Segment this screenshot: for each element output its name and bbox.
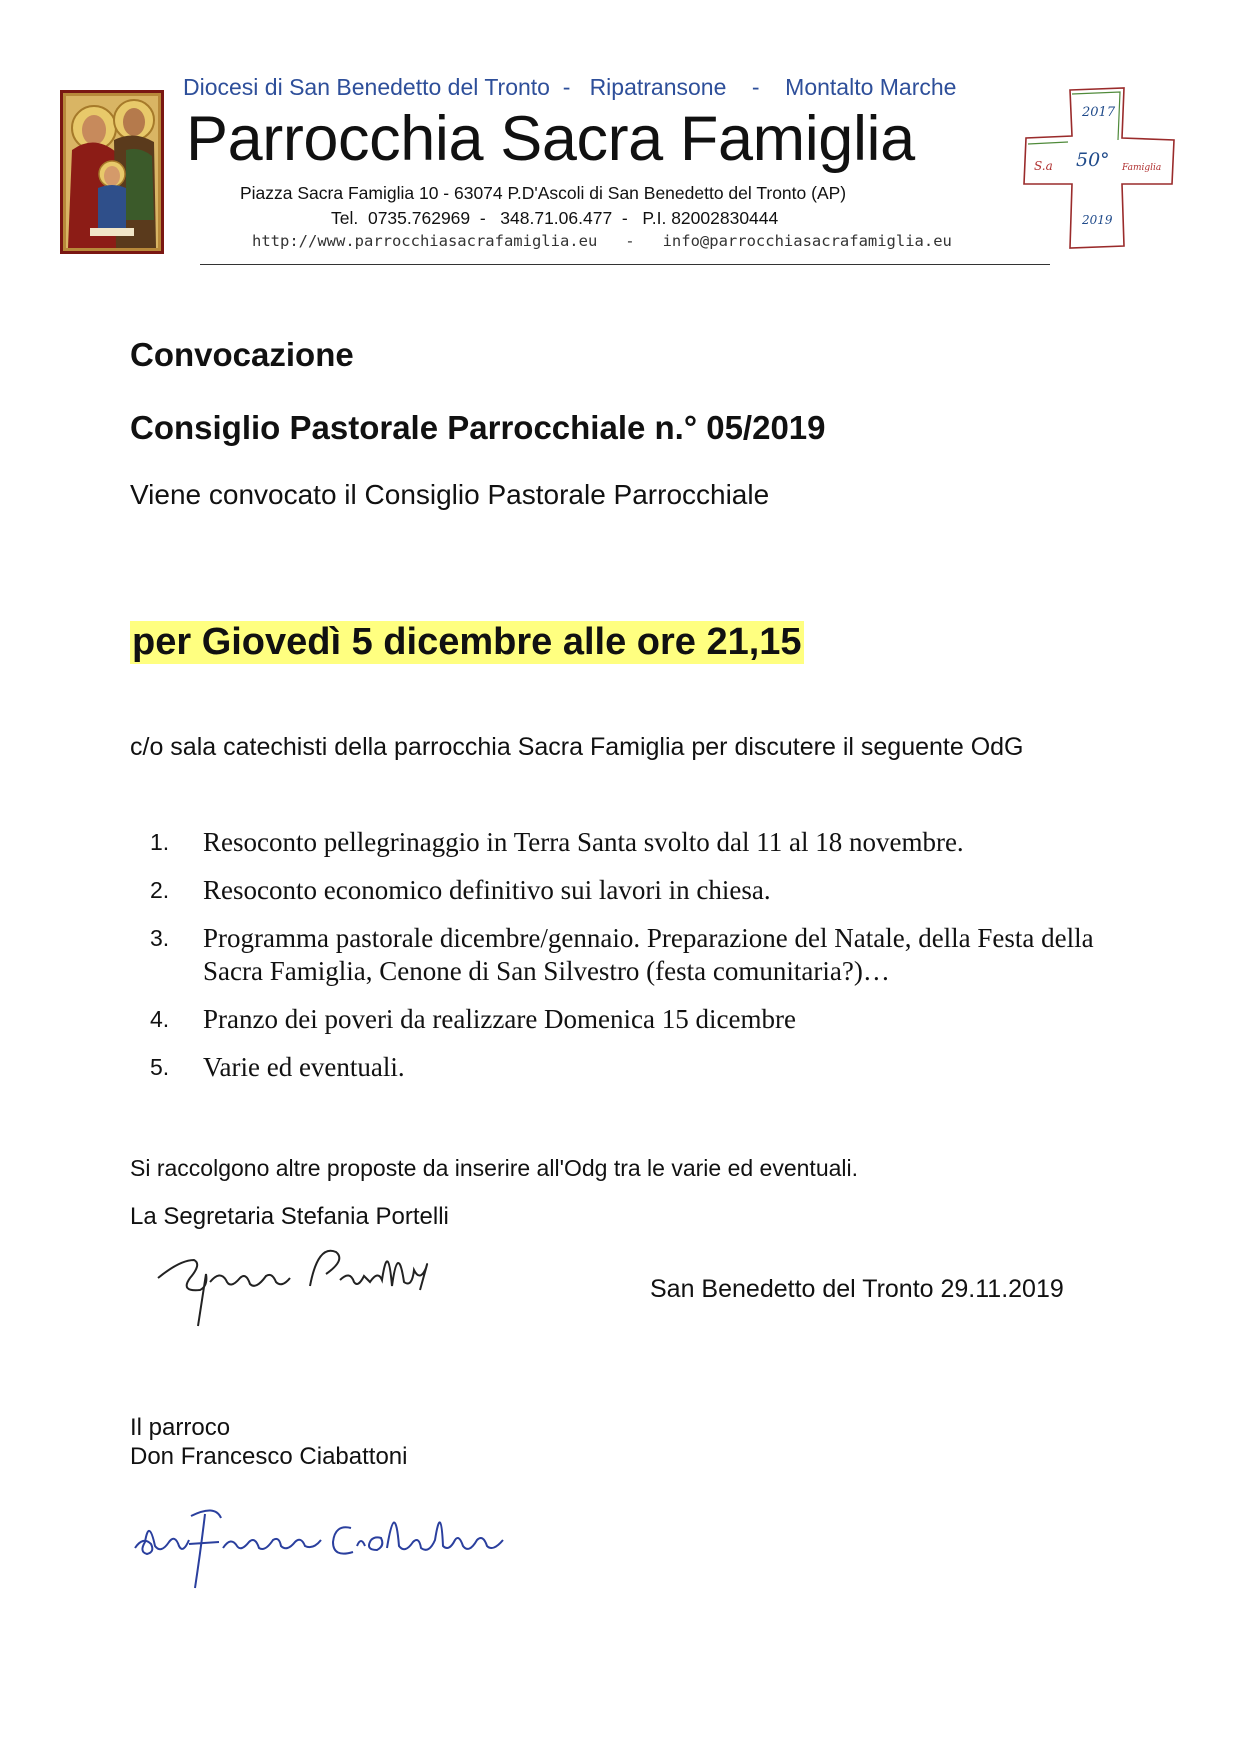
place-and-date: San Benedetto del Tronto 29.11.2019	[650, 1275, 1064, 1303]
holy-family-icon	[60, 90, 164, 254]
agenda-item-number: 2.	[150, 877, 170, 903]
agenda-item-text: Pranzo dei poveri da realizzare Domenica 15 dicembre	[203, 1004, 796, 1034]
logo-text-left: S.a	[1034, 159, 1053, 173]
agenda-item	[150, 826, 1160, 859]
pastor-signature	[125, 1488, 525, 1598]
logo-year-top: 2017	[1082, 105, 1116, 120]
agenda-item	[150, 1003, 1160, 1036]
document-subheading: Consiglio Pastorale Parrocchiale n.° 05/2019	[130, 409, 826, 446]
agenda-item	[150, 874, 1160, 907]
location-line: c/o sala catechisti della parrocchia Sacra Famiglia per discutere il seguente OdG	[130, 733, 1024, 761]
logo-text-right: Famiglia	[1122, 163, 1162, 173]
logo-text-center: 50°	[1076, 149, 1110, 171]
agenda-item-number: 3.	[150, 925, 170, 951]
agenda-item-number: 1.	[150, 829, 170, 855]
agenda-item-text: Programma pastorale dicembre/gennaio. Preparazione del Natale, della Festa della Sacra Famiglia, Cenone di San Silvestro (festa comunitaria?)…	[203, 923, 1094, 986]
agenda-item-number: 5.	[150, 1054, 170, 1080]
jubilee-cross-logo	[1018, 80, 1178, 252]
agenda-item	[150, 1051, 1160, 1084]
diocesi-line: Diocesi di San Benedetto del Tronto - Ripatransone - Montalto Marche	[183, 74, 957, 100]
secretary-name: La Segretaria Stefania Portelli	[130, 1203, 449, 1230]
agenda-item-number: 4.	[150, 1006, 170, 1032]
header-divider	[200, 264, 1050, 265]
agenda-list	[150, 826, 1160, 1099]
agenda-item	[150, 922, 1160, 988]
proposals-note: Si raccolgono altre proposte da inserire all'Odg tra le varie ed eventuali.	[130, 1155, 859, 1181]
holy-family-icon-image	[60, 90, 164, 254]
web-line: http://www.parrocchiasacrafamiglia.eu - info@parrocchiasacrafamiglia.eu	[252, 232, 952, 250]
agenda-item-text: Resoconto pellegrinaggio in Terra Santa svolto dal 11 al 18 novembre.	[203, 827, 964, 857]
contact-line: Tel. 0735.762969 - 348.71.06.477 - P.I. 82002830444	[331, 208, 779, 228]
secretary-signature-drawing	[150, 1230, 470, 1340]
meeting-date-highlight: per Giovedì 5 dicembre alle ore 21,15	[132, 621, 802, 663]
logo-year-bottom: 2019	[1082, 213, 1113, 227]
pastor-signature-drawing	[125, 1488, 525, 1598]
agenda-item-text: Varie ed eventuali.	[203, 1052, 405, 1082]
cross-icon	[1018, 80, 1178, 252]
parish-name: Parrocchia Sacra Famiglia	[186, 104, 915, 174]
pastor-role: Il parroco	[130, 1414, 231, 1441]
secretary-signature	[150, 1230, 470, 1340]
document-heading: Convocazione	[130, 336, 354, 373]
address-line: Piazza Sacra Famiglia 10 - 63074 P.D'Ascoli di San Benedetto del Tronto (AP)	[240, 183, 847, 203]
intro-text: Viene convocato il Consiglio Pastorale Parrocchiale	[130, 479, 770, 510]
pastor-name: Don Francesco Ciabattoni	[130, 1443, 408, 1470]
agenda-item-text: Resoconto economico definitivo sui lavori in chiesa.	[203, 875, 771, 905]
